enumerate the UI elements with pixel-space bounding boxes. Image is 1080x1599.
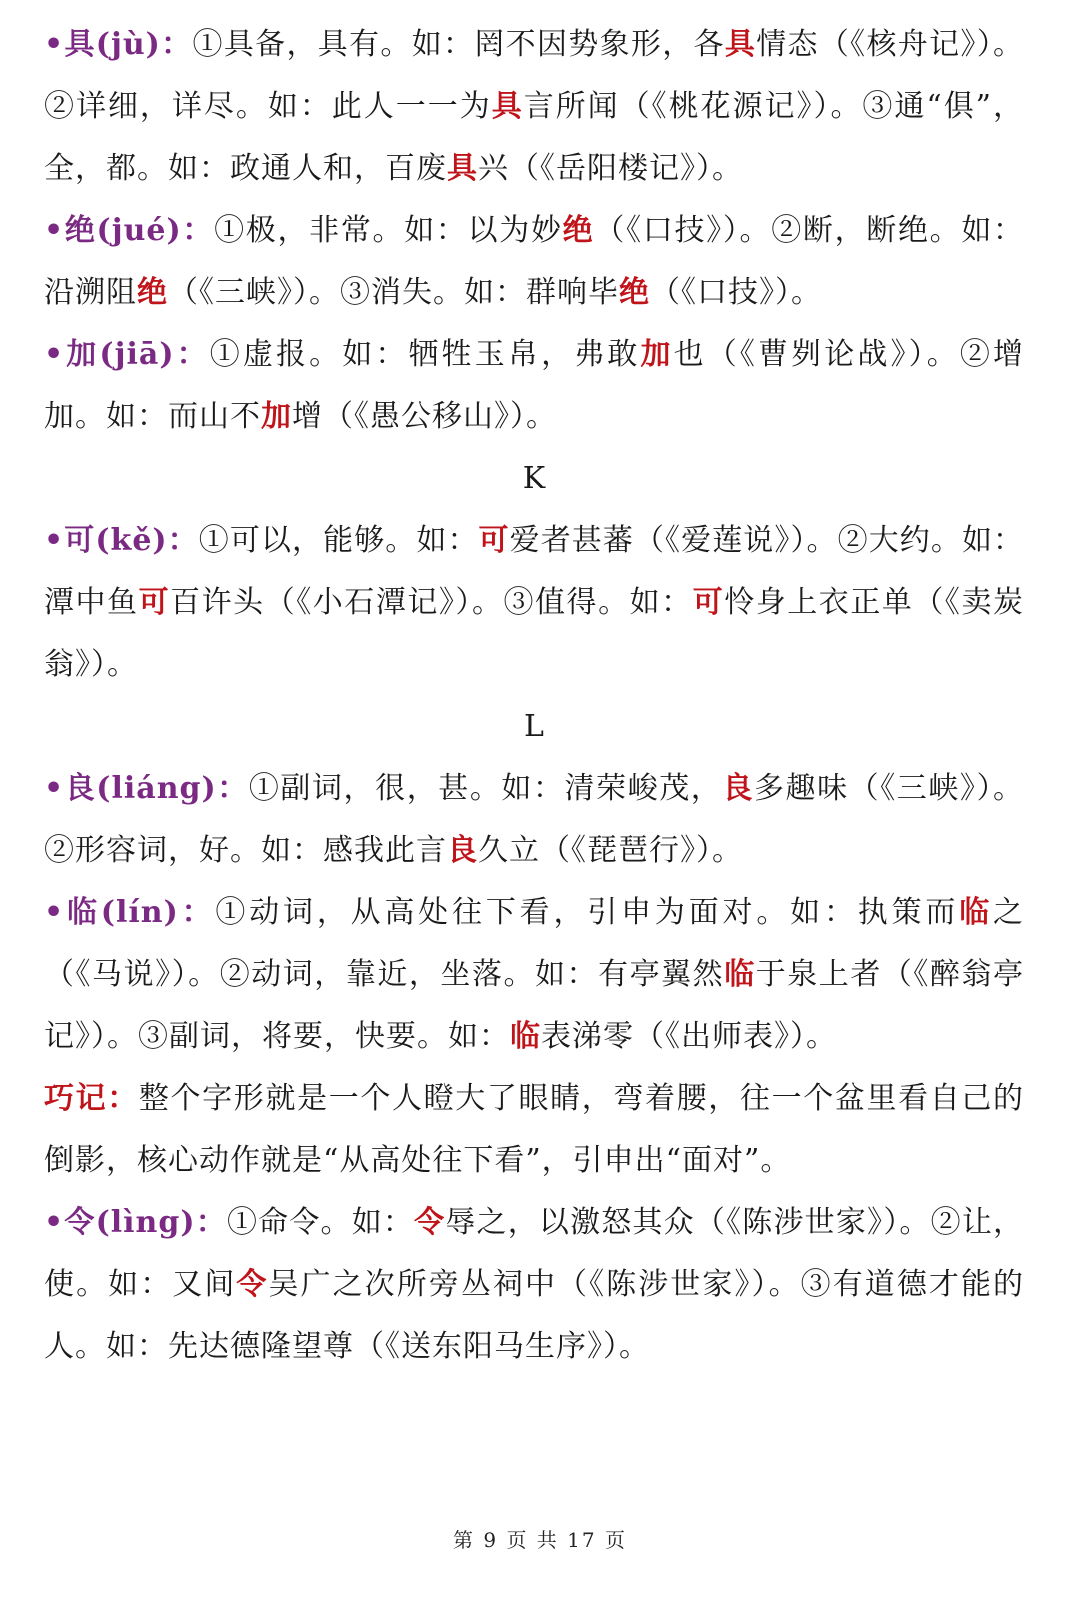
definition-text: 之（《马说》）。②动词，靠近，坐落。如：有亭翼然 xyxy=(44,895,1025,992)
highlight-char: 临 xyxy=(510,1019,541,1054)
headword: •临(lín)： xyxy=(44,895,216,930)
highlight-char: 良 xyxy=(447,833,478,868)
highlight-char: 加 xyxy=(261,399,292,434)
definition-text: ①可以，能够。如： xyxy=(198,523,479,558)
highlight-char: 具 xyxy=(724,27,757,62)
definition-text: 怜身上衣正单（《卖炭翁》）。 xyxy=(44,585,1024,682)
definition-text: 百许头（《小石潭记》）。③值得。如： xyxy=(170,585,693,620)
highlight-char: 具 xyxy=(447,151,478,186)
definition-text: 于泉上者（《醉翁亭记》）。③副词，将要，快要。如： xyxy=(44,957,1024,1054)
memory-tip xyxy=(44,1068,1024,1192)
definition-text: ①动词，从高处往下看，引申为面对。如：执策而 xyxy=(215,895,960,930)
highlight-char: 绝 xyxy=(619,275,650,310)
definition-text: （《口技》）。 xyxy=(650,275,822,310)
page-footer: 第 9 页 共 17 页 xyxy=(453,1528,627,1552)
definition-text: 也（《曹刿论战》）。②增加。如：而山不 xyxy=(44,337,1025,434)
highlight-char: 绝 xyxy=(137,275,168,310)
definition-text: ①极，非常。如：以为妙 xyxy=(214,213,563,248)
highlight-char: 可 xyxy=(692,585,725,620)
highlight-char: 具 xyxy=(491,89,524,124)
headword: •具(jù)： xyxy=(44,27,193,62)
entry-ke xyxy=(44,510,1024,696)
definition-text: 爱者甚蕃（《爱莲说》）。②大约。如：潭中鱼 xyxy=(44,523,1025,620)
section-letter-k: K xyxy=(522,461,546,496)
definition-text: 言所闻（《桃花源记》）。③通“俱”，全，都。如：政通人和，百废 xyxy=(44,89,1024,186)
highlight-char: 可 xyxy=(478,523,510,558)
definition-text: ①命令。如： xyxy=(226,1205,415,1240)
headword: •绝(jué)： xyxy=(44,213,215,248)
headword: •良(liáng)： xyxy=(44,771,249,806)
headword: •可(kě)： xyxy=(44,523,199,558)
tip-text: 整个字形就是一个人瞪大了眼睛，弯着腰，往一个盆里看自己的倒影，核心动作就是“从高处往下看”，引申出“面对”。 xyxy=(44,1081,1025,1178)
entry-jia xyxy=(44,324,1024,448)
definition-text: ①具备，具有。如：罔不因势象形，各 xyxy=(192,27,725,62)
definition-text: 情态（《核舟记》）。②详细，详尽。如：此人一一为 xyxy=(44,27,1025,124)
content xyxy=(44,14,1024,1378)
definition-text: 久立（《琵琶行》）。 xyxy=(478,833,743,868)
definition-text: 增（《愚公移山》）。 xyxy=(292,399,557,434)
definition-text: 多趣味（《三峡》）。②形容词，好。如：感我此言 xyxy=(44,771,1025,868)
highlight-char: 良 xyxy=(722,771,754,806)
highlight-char: 临 xyxy=(724,957,756,992)
highlight-char: 令 xyxy=(236,1267,269,1302)
definition-text: （《三峡》）。③消失。如：群响毕 xyxy=(168,275,619,310)
definition-text: 辱之，以激怒其众（《陈涉世家》）。②让，使。如：又间 xyxy=(44,1205,1025,1302)
definition-text: 兴（《岳阳楼记》）。 xyxy=(478,151,743,186)
definition-text: 表涕零（《出师表》）。 xyxy=(541,1019,837,1054)
entry-ju xyxy=(44,14,1024,200)
headword: •加(jiā)： xyxy=(44,337,210,372)
entry-lin xyxy=(44,882,1024,1068)
definition-text: ①虚报。如：牺牲玉帛，弗敢 xyxy=(209,337,641,372)
highlight-char: 可 xyxy=(138,585,171,620)
highlight-char: 临 xyxy=(959,895,994,930)
definition-text: ①副词，很，甚。如：清荣峻茂， xyxy=(248,771,723,806)
highlight-char: 加 xyxy=(640,337,674,372)
entry-jue xyxy=(44,200,1024,324)
highlight-char: 绝 xyxy=(562,213,595,248)
highlight-char: 令 xyxy=(414,1205,446,1240)
definition-text: （《口技》）。②断，断绝。如：沿溯阻 xyxy=(44,213,1025,310)
section-letter-l: L xyxy=(524,709,544,744)
entry-ling xyxy=(44,1192,1024,1378)
tip-label: 巧记： xyxy=(44,1081,139,1116)
headword: •令(lìng)： xyxy=(44,1205,227,1240)
definition-text: 吴广之次所旁丛祠中（《陈涉世家》）。③有道德才能的人。如：先达德隆望尊（《送东阳马生序》）。 xyxy=(44,1267,1025,1364)
entry-liang xyxy=(44,758,1024,882)
